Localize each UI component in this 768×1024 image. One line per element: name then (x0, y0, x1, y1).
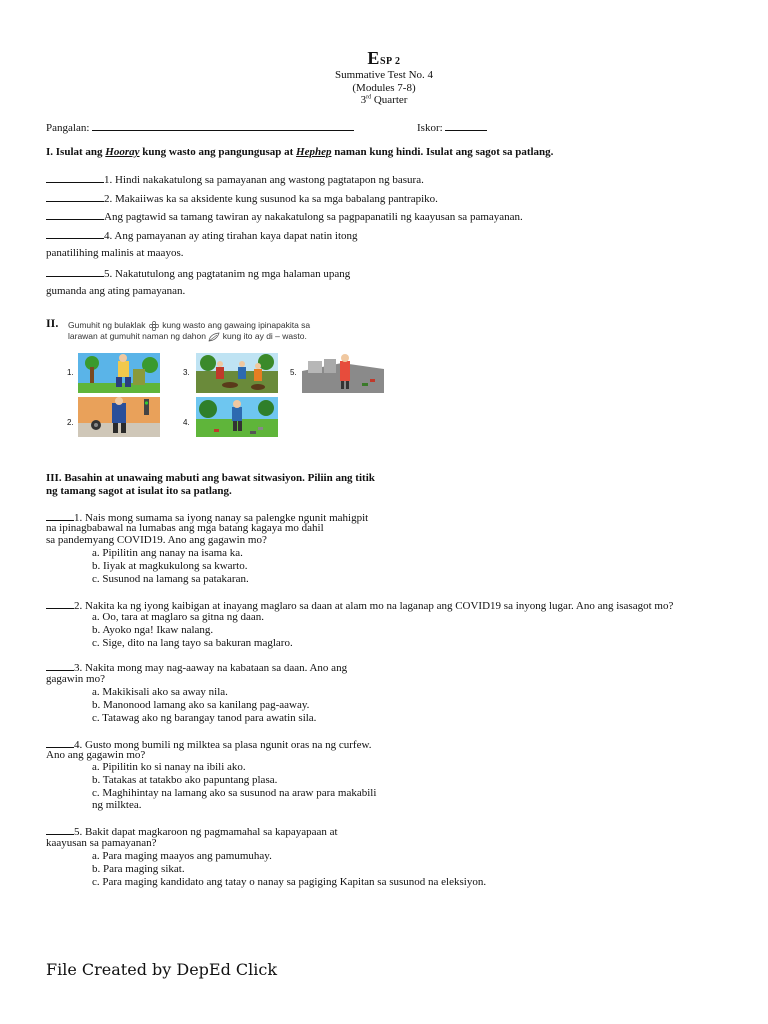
q3-line1 (46, 660, 347, 674)
answer-blank[interactable] (46, 660, 74, 671)
part3-instr-line1: III. Basahin at unawaing mabuti ang bawat sitwasiyon. Piliin ang titik (46, 472, 375, 484)
q5-option-c: c. Para maging kandidato ang tatay o nanay sa pagiging Kapitan sa susunod na eleksiyon. (92, 876, 487, 888)
q5-line1 (46, 824, 338, 838)
q3-option-c: c. Tatawag ako ng barangay tanod para awatin sila. (92, 712, 317, 724)
item-text: 2. Makaiiwas ka sa aksidente kung susunod ka sa mga babalang pantrapiko. (104, 193, 438, 205)
hooray-word: Hooray (105, 146, 140, 158)
quarter-number: 3 (360, 94, 367, 106)
answer-blank[interactable] (46, 266, 104, 277)
picture-number: 3. (183, 368, 190, 377)
picture-number: 4. (183, 418, 190, 427)
question-text: 1. Nais mong sumama sa iyong nanay sa palengke ngunit mahigpit (74, 512, 369, 524)
part3-instr-line2: ng tamang sagot at isulat ito sa patlang. (46, 485, 232, 497)
part2-instr-1b: kung wasto ang gawaing ipinapakita sa (162, 320, 311, 330)
item-text: 5. Nakatutulong ang pagtatanim ng mga halaman upang (104, 268, 351, 280)
answer-blank[interactable] (46, 228, 104, 239)
q3-option-a: a. Makikisali ako sa away nila. (92, 686, 228, 698)
hephep-word: Hephep (296, 146, 332, 158)
part2-instr-1a: Gumuhit ng bulaklak (68, 320, 146, 330)
q2-option-c: c. Sige, dito na lang tayo sa bakuran maglaro. (92, 637, 293, 649)
q3-line2: gagawin mo? (46, 673, 105, 685)
q1-option-c: c. Susunod na lamang sa patakaran. (92, 573, 249, 585)
score-field (417, 120, 487, 134)
part1-instructions (46, 146, 553, 158)
item-text: 1. Hindi nakakatulong sa pamayanan ang wastong pagtatapon ng basura. (104, 174, 424, 186)
question-text: 5. Bakit dapat magkaroon ng pagmamahal sa kapayapaan at (74, 826, 338, 838)
part1-item-2 (46, 191, 438, 205)
question-text: 4. Gusto mong bumili ng milktea sa plasa ngunit oras na ng curfew. (74, 739, 372, 751)
part1-item-4 (46, 228, 358, 242)
q4-option-b: b. Tatakas at tatakbo ako papuntang plasa. (92, 774, 278, 786)
part1-item-1 (46, 172, 424, 186)
item-text: 4. Ang pamayanan ay ating tirahan kaya dapat natin itong (104, 230, 358, 242)
score-label: Iskor: (417, 122, 443, 134)
part1-item-3 (46, 209, 523, 223)
answer-blank[interactable] (46, 209, 104, 220)
score-blank[interactable] (445, 120, 487, 131)
part2-instr-2a: larawan at gumuhit naman ng dahon (68, 330, 206, 341)
answer-blank[interactable] (46, 191, 104, 202)
item-text: Ang pagtawid sa tamang tawiran ay nakakatulong sa pagpapanatili ng kaayusan sa pamayanan. (104, 211, 523, 223)
q4-option-c: c. Maghihintay na lamang ako sa susunod na araw para makabili (92, 787, 377, 799)
part1-instr-a: I. Isulat ang (46, 146, 106, 158)
q5-option-a: a. Para maging maayos ang pamumuhay. (92, 850, 272, 862)
picture-number: 5. (290, 368, 297, 377)
answer-blank[interactable] (46, 598, 74, 609)
q4-option-c-cont: ng milktea. (92, 799, 142, 811)
answer-blank[interactable] (46, 824, 74, 835)
q2-option-a: a. Oo, tara at maglaro sa gitna ng daan. (92, 611, 264, 623)
leaf-icon (208, 332, 220, 342)
q2-line1 (46, 598, 673, 612)
q3-option-b: b. Manonood lamang ako sa kanilang pag-aaway. (92, 699, 310, 711)
picture-number: 1. (67, 368, 74, 377)
title-initial: E (367, 48, 380, 68)
q1-line2: na ipinagbabawal na lumabas ang mga batang kagaya mo dahil (46, 522, 324, 534)
q5-line2: kaayusan sa pamayanan? (46, 837, 157, 849)
part2-label: II. (46, 316, 59, 330)
quarter-label (0, 94, 768, 106)
q1-option-a: a. Pipilitin ang nanay na isama ka. (92, 547, 243, 559)
title-rest: SP 2 (379, 56, 401, 67)
modules-label: (Modules 7-8) (352, 82, 416, 94)
picture-4-boy-littering (196, 397, 278, 437)
answer-blank[interactable] (46, 172, 104, 183)
part1-item-4-cont: panatilihing malinis at maayos. (46, 247, 184, 259)
quarter-suffix: rd (366, 94, 372, 101)
name-field (46, 120, 354, 134)
q1-line3: sa pandemyang COVID19. Ano ang gagawin mo? (46, 534, 267, 546)
name-label: Pangalan: (46, 122, 90, 134)
part1-item-5 (46, 266, 350, 280)
quarter-word: Quarter (371, 94, 408, 106)
picture-3-kids-planting (196, 353, 278, 393)
flower-icon (148, 321, 160, 331)
q2-option-b: b. Ayoko nga! Ikaw nalang. (92, 624, 214, 636)
name-blank[interactable] (92, 120, 354, 131)
picture-1-boy-trash-bin (78, 353, 160, 393)
question-text: 2. Nakita ka ng iyong kaibigan at inayang maglaro sa daan at alam mo na laganap ang COVID19 sa inyong lugar. Ano ang isasagot mo? (74, 600, 674, 612)
q5-option-b: b. Para maging sikat. (92, 863, 185, 875)
q1-option-b: b. Iiyak at magkukulong sa kwarto. (92, 560, 248, 572)
picture-number: 2. (67, 418, 74, 427)
part1-item-5-cont: gumanda ang ating pamayanan. (46, 285, 186, 297)
part2-instructions (68, 320, 310, 342)
page-title (0, 48, 768, 69)
answer-blank[interactable] (46, 510, 74, 521)
footer-credit: File Created by DepEd Click (46, 960, 278, 979)
part1-instr-c: naman kung hindi. Isulat ang sagot sa patlang. (331, 146, 554, 158)
question-text: 3. Nakita mong may nag-aaway na kabataan sa daan. Ano ang (74, 662, 348, 674)
part1-instr-b: kung wasto ang pangungusap at (139, 146, 297, 158)
part2-instr-2b: kung ito ay di – wasto. (222, 330, 307, 341)
q4-line2: Ano ang gagawin mo? (46, 749, 146, 761)
answer-blank[interactable] (46, 737, 74, 748)
test-name: Summative Test No. 4 (334, 69, 434, 81)
picture-2-boy-crossing (78, 397, 160, 437)
picture-5-girl-throwing-trash (302, 353, 384, 393)
q4-option-a: a. Pipilitin ko si nanay na ibili ako. (92, 761, 246, 773)
